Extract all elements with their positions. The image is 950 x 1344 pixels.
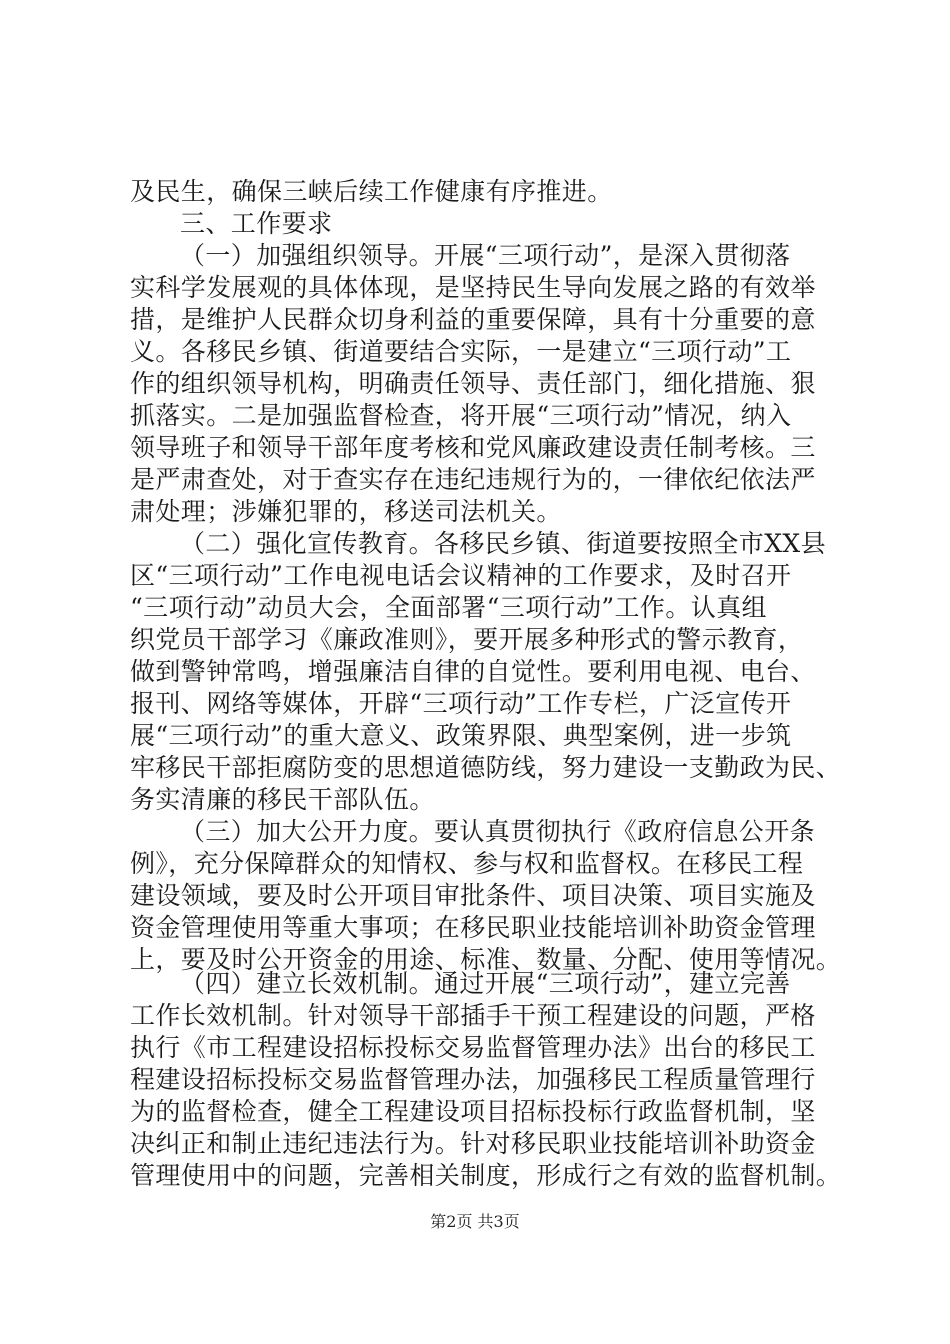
text-line: 作的组织领导机构，明确责任领导、责任部门，细化措施、狠 bbox=[130, 369, 816, 398]
text-line: 实科学发展观的具体体现，是坚持民生导向发展之路的有效举 bbox=[130, 273, 816, 302]
text-line: （四）建立长效机制。通过开展“三项行动”，建立完善 bbox=[180, 969, 791, 998]
text-line: 为的监督检查，健全工程建设项目招标投标行政监督机制，坚 bbox=[130, 1097, 816, 1126]
text-line: “三项行动”动员大会，全面部署“三项行动”工作。认真组 bbox=[130, 593, 767, 622]
text-line: 措，是维护人民群众切身利益的重要保障，具有十分重要的意 bbox=[130, 305, 816, 334]
text-line: 工作长效机制。针对领导干部插手干预工程建设的问题，严格 bbox=[130, 1001, 816, 1030]
text-line: 例》，充分保障群众的知情权、参与权和监督权。在移民工程 bbox=[130, 849, 804, 878]
text-line: 及民生，确保三峡后续工作健康有序推进。 bbox=[130, 177, 613, 206]
text-line: 义。各移民乡镇、街道要结合实际，一是建立“三项行动”工 bbox=[130, 337, 792, 366]
text-line: 做到警钟常鸣，增强廉洁自律的自觉性。要利用电视、电台、 bbox=[130, 657, 816, 686]
text-line: 织党员干部学习《廉政准则》，要开展多种形式的警示教育， bbox=[130, 625, 804, 654]
text-line: 牢移民干部拒腐防变的思想道德防线，努力建设一支勤政为民、 bbox=[130, 753, 842, 782]
text-line: （一）加强组织领导。开展“三项行动”，是深入贯彻落 bbox=[180, 241, 791, 270]
section-heading: 三、工作要求 bbox=[180, 209, 333, 238]
text-line: 区“三项行动”工作电视电话会议精神的工作要求，及时召开 bbox=[130, 561, 792, 590]
text-line-last: 管理使用中的问题，完善相关制度，形成行之有效的监督机制。 bbox=[130, 1161, 842, 1190]
text-line: 是严肃查处，对于查实存在违纪违规行为的，一律依纪依法严 bbox=[130, 465, 816, 494]
text-line: 执行《市工程建设招标投标交易监督管理办法》出台的移民工 bbox=[130, 1033, 816, 1062]
text-line: （二）强化宣传教育。各移民乡镇、街道要按照全市XX县 bbox=[180, 529, 826, 558]
text-line: 抓落实。二是加强监督检查，将开展“三项行动”情况，纳入 bbox=[130, 401, 792, 430]
text-line: （三）加大公开力度。要认真贯彻执行《政府信息公开条 bbox=[180, 817, 816, 846]
text-line: 展“三项行动”的重大意义、政策界限、典型案例，进一步筑 bbox=[130, 721, 792, 750]
text-line: 程建设招标投标交易监督管理办法，加强移民工程质量管理行 bbox=[130, 1065, 816, 1094]
text-line: 决纠正和制止违纪违法行为。针对移民职业技能培训补助资金 bbox=[130, 1129, 816, 1158]
text-line: 报刊、网络等媒体，开辟“三项行动”工作专栏，广泛宣传开 bbox=[130, 689, 792, 718]
text-line: 务实清廉的移民干部队伍。 bbox=[130, 785, 435, 814]
text-line: 上，要及时公开资金的用途、标准、数量、分配、使用等情况。 bbox=[130, 945, 842, 974]
text-line: 领导班子和领导干部年度考核和党风廉政建设责任制考核。三 bbox=[130, 433, 816, 462]
text-line: 肃处理；涉嫌犯罪的，移送司法机关。 bbox=[130, 497, 562, 526]
text-line: 资金管理使用等重大事项；在移民职业技能培训补助资金管理 bbox=[130, 913, 816, 942]
page-number-footer: 第2页 共3页 bbox=[430, 1212, 520, 1231]
text-line: 建设领域，要及时公开项目审批条件、项目决策、项目实施及 bbox=[130, 881, 816, 910]
